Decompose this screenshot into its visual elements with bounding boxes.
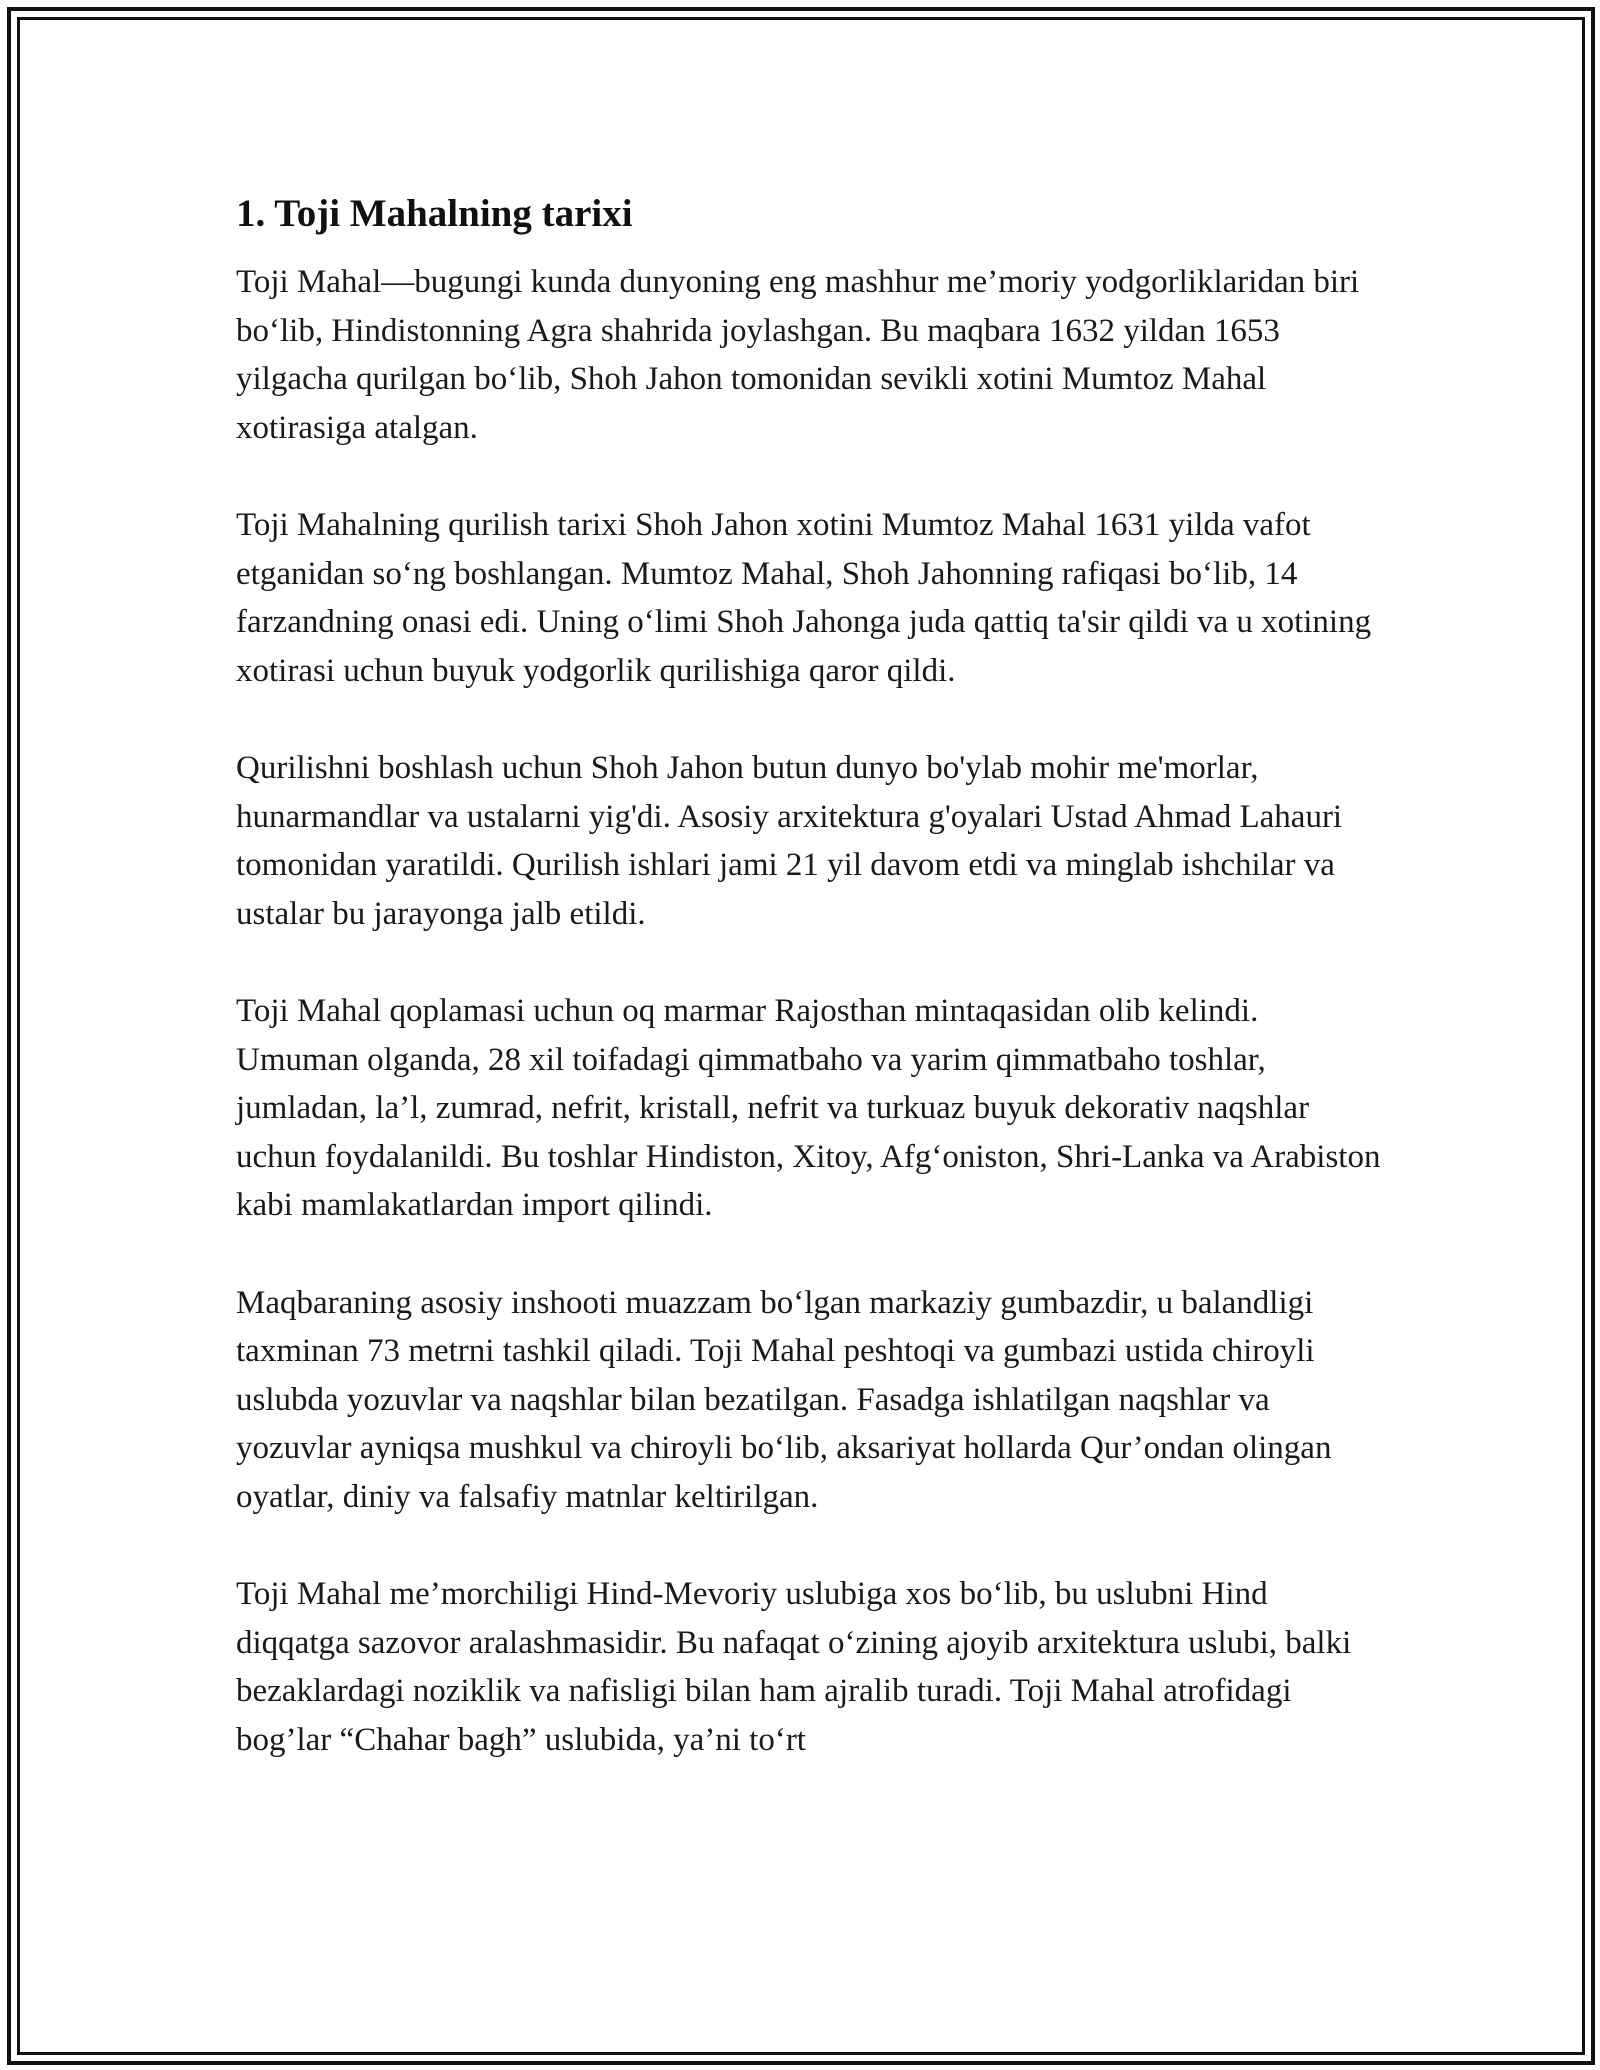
paragraph-materials: Toji Mahal qoplamasi uchun oq marmar Rajosthan mintaqasidan olib kelindi. Umuman olganda, 28 xil toifadagi qimmatbaho va yarim qimmatbaho toshlar, jumladan, la’l, zumrad, nefrit, kristall, nefrit va turkuaz buyuk dekorativ naqshlar uchun foydalanildi. Bu toshlar Hindiston, Xitoy, Afg‘oniston, Shri-Lanka va Arabiston kabi mamlakatlardan import qilindi. [236, 993, 1381, 1223]
paragraph-dome: Maqbaraning asosiy inshooti muazzam bo‘lgan markaziy gumbazdir, u balandligi taxminan 73 metrni tashkil qiladi. Toji Mahal peshtoqi va gumbazi ustida chiroyli uslubda yozuvlar va naqshlar bilan bezatilgan. Fasadga ishlatilgan naqshlar va yozuvlar ayniqsa mushkul va chiroyli bo‘lib, aksariyat hollarda Qur’ondan olingan oyatlar, diniy va falsafiy matnlar keltirilgan. [236, 1284, 1332, 1515]
paragraph-construction-history: Toji Mahalning qurilish tarixi Shoh Jahon xotini Mumtoz Mahal 1631 yilda vafot etganidan so‘ng boshlangan. Mumtoz Mahal, Shoh Jahonning rafiqasi bo‘lib, 14 farzandning onasi edi. Uning o‘limi Shoh Jahonga juda qattiq ta'sir qildi va u xotining xotirasi uchun buyuk yodgorlik qurilishiga qaror qildi. [236, 507, 1372, 689]
document-body [236, 186, 1386, 1813]
paragraph-architects: Qurilishni boshlash uchun Shoh Jahon butun dunyo bo'ylab mohir me'morlar, hunarmandlar va ustalarni yig'di. Asosiy arxitektura g'oyalari Ustad Ahmad Lahauri tomonidan yaratildi. Qurilish ishlari jami 21 yil davom etdi va minglab ishchilar va ustalar bu jarayonga jalb etildi. [236, 750, 1343, 932]
section-heading: 1. Toji Mahalning tarixi [236, 192, 633, 235]
paragraph-style: Toji Mahal me’morchiligi Hind-Mevoriy uslubiga xos bo‘lib, bu uslubni Hind diqqatga sazovor aralashmasidir. Bu nafaqat o‘zining ajoyib arxitektura uslubi, balki bezaklardagi noziklik va nafisligi bilan ham ajralib turadi. Toji Mahal atrofidagi bog’lar “Chahar bagh” uslubida, ya’ni to‘rt [236, 1576, 1352, 1758]
paragraph-intro: Toji Mahal—bugungi kunda dunyoning eng mashhur me’moriy yodgorliklaridan biri bo‘lib, Hindistonning Agra shahrida joylashgan. Bu maqbara 1632 yildan 1653 yilgacha qurilgan bo‘lib, Shoh Jahon tomonidan sevikli xotini Mumtoz Mahal xotirasiga atalgan. [236, 264, 1360, 446]
